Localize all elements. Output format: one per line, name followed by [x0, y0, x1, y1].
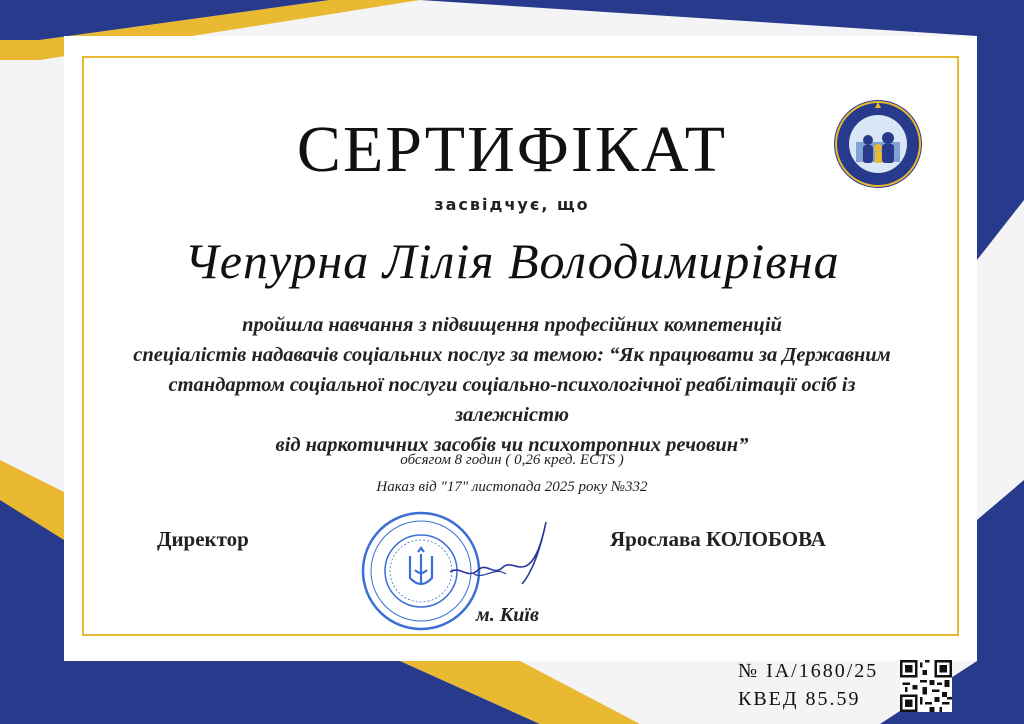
- handwritten-signature: [430, 510, 560, 590]
- certificate-subtitle: засвідчує, що: [434, 195, 590, 214]
- body-line: від наркотичних засобів чи психотропних речовин”: [275, 434, 749, 456]
- body-line: пройшла навчання з підвищення професійних компетенцій: [242, 314, 782, 336]
- city-label: м. Київ: [476, 604, 539, 626]
- signer-name: Ярослава КОЛОБОВА: [610, 527, 826, 551]
- order-reference: Наказ від "17" листопада 2025 року №332: [376, 479, 648, 495]
- certificate-body: [120, 310, 904, 460]
- signer-role: Директор: [157, 527, 249, 551]
- registration-number: № IA/1680/25: [738, 660, 879, 682]
- certificate-title: СЕРТИФІКАТ: [296, 113, 728, 186]
- kved-code: КВЕД 85.59: [738, 688, 861, 710]
- trident-icon: [410, 548, 432, 584]
- course-volume: обсягом 8 годин ( 0,26 кред. ECTS ): [400, 452, 624, 468]
- body-line: спеціалістів надавачів соціальних послуг за темою: “Як працювати за Державним: [133, 344, 891, 366]
- recipient-name: Чепурна Лілія Володимирівна: [184, 233, 840, 289]
- body-line: стандартом соціальної послуги соціально-психологічної реабілітації осіб із залежністю: [168, 374, 856, 426]
- qr-code-icon[interactable]: [900, 660, 952, 712]
